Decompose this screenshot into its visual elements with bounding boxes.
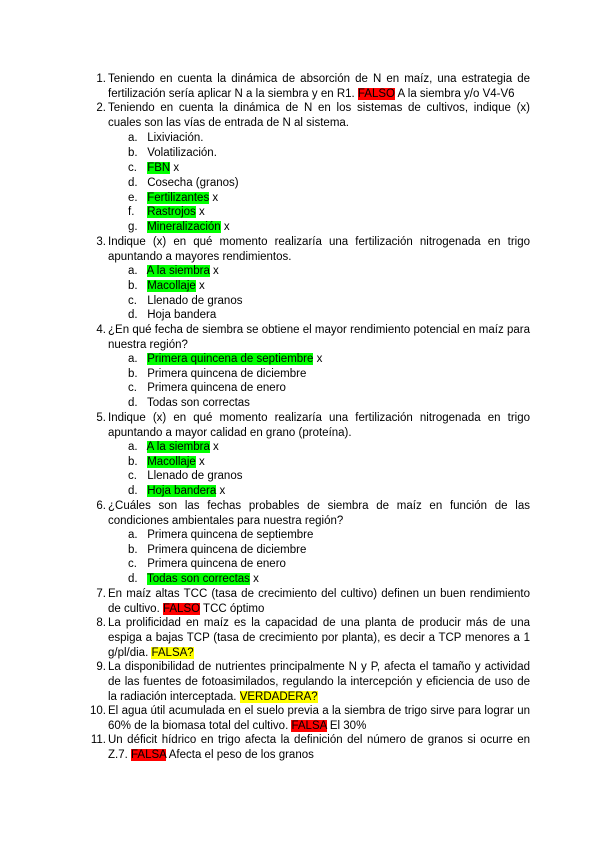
option-item [128,543,306,558]
question-text: Indique (x) en qué momento realizaría una fertilización nitrogenada en trigo apuntando a mayor calidad en grano (proteína). [108,412,530,439]
question-text: ¿Cuáles son las fechas probables de siembra de maíz en función de las condiciones ambientales para nuestra región? [108,500,530,527]
option-text: Lixiviación. [147,132,204,144]
question-text [108,72,530,102]
option-item [128,484,225,499]
option-text: Hoja bandera [147,485,217,497]
question-number: 4. [96,324,106,336]
option-item [128,557,286,572]
question-number: 8. [96,617,106,629]
option-mark: x [209,192,219,204]
option-text: Macollaje [147,280,196,292]
answer-highlight: FALSA? [151,647,194,659]
option-text: Primera quincena de septiembre [147,353,314,365]
answer-highlight: FALSO [357,88,395,100]
option-item [128,176,239,191]
question-number: 5. [96,412,106,424]
answer-note: Afecta el peso de los granos [166,749,314,761]
question-number: 6. [96,500,106,512]
option-mark: x [249,573,259,585]
question-text [108,733,530,763]
option-item [128,367,306,382]
option-item [128,294,242,309]
option-letter: c. [128,382,137,394]
option-item [128,146,217,161]
question-body: Un déficit hídrico en trigo afecta la definición del número de granos si ocurre en Z.7. [108,734,530,761]
question-text: Teniendo en cuenta la dinámica de N en los sistemas de cultivos, indique (x) cuales son las vías de entrada de N al sistema. [108,102,530,129]
option-text: Primera quincena de enero [147,382,286,394]
option-letter: a. [128,441,138,453]
option-text: Todas son correctas [147,573,250,585]
question-1 [90,72,530,102]
option-text: Todas son correctas [147,397,250,409]
question-body: La disponibilidad de nutrientes principalmente N y P, afecta el tamaño y actividad de las fuentes de fotoasimilados, regulando la intercepción y eficiencia de uso de la radiación interceptada. [108,661,530,703]
option-item [128,396,250,411]
option-letter: c. [128,558,137,570]
answer-note: TCC óptimo [200,603,265,615]
question-number: 9. [96,661,106,673]
option-letter: a. [128,132,138,144]
option-mark: x [216,485,226,497]
question-text: ¿En qué fecha de siembra se obtiene el mayor rendimiento potencial en maíz para nuestra región? [108,324,530,351]
question-number: 2. [96,102,106,114]
question-number: 10. [90,705,106,717]
option-text: Primera quincena de diciembre [147,544,307,556]
question-9 [90,660,530,705]
option-text: A la siembra [146,265,210,277]
question-body: Teniendo en cuenta la dinámica de absorción de N en maíz, una estrategia de fertilización sería aplicar N a la siembra y en R1. [108,73,530,100]
option-letter: d. [128,485,138,497]
option-letter: g. [128,221,138,233]
option-mark: x [220,221,230,233]
option-letter: b. [128,368,138,380]
option-mark: x [209,441,219,453]
option-letter: d. [128,177,138,189]
option-item [128,455,205,470]
question-body: La prolificidad en maíz es la capacidad de una planta de producir más de una espiga a bajas TCP (tasa de crecimiento por planta), es decir a TCP menores a 1 g/pl/dia. [108,617,530,659]
option-mark: x [313,353,323,365]
option-item [128,528,313,543]
option-letter: b. [128,456,138,468]
option-item [128,131,203,146]
answer-highlight: VERDADERA? [239,691,318,703]
option-text: Fertilizantes [147,192,210,204]
question-body: El agua útil acumulada en el suelo previa a la siembra de trigo sirve para lograr un 60% de la biomasa total del cultivo. [108,705,530,732]
option-text: FBN [147,162,171,174]
question-text [108,660,530,705]
option-item [128,440,219,455]
option-text: Primera quincena de diciembre [147,368,307,380]
option-item [128,381,286,396]
option-mark: x [195,280,205,292]
question-10 [90,704,530,734]
option-mark: x [209,265,219,277]
option-letter: b. [128,544,138,556]
option-item [128,572,259,587]
option-mark: x [195,456,205,468]
answer-note: A la siembra y/o V4-V6 [395,88,515,100]
question-5 [90,411,530,441]
option-text: Macollaje [147,456,196,468]
question-body: En maíz altas TCC (tasa de crecimiento del cultivo) definen un buen rendimiento de cultivo. [108,588,530,615]
question-4 [90,323,530,353]
option-item [128,264,219,279]
option-text: Volatilización. [147,147,217,159]
question-7 [90,587,530,617]
option-letter: b. [128,147,138,159]
option-item [128,308,216,323]
option-letter: d. [128,397,138,409]
option-text: Llenado de granos [147,295,243,307]
option-item [128,469,242,484]
question-3 [90,235,530,265]
question-text [108,587,530,617]
option-letter: d. [128,573,138,585]
option-item [128,279,205,294]
option-text: A la siembra [146,441,210,453]
question-text [108,616,530,661]
option-mark: x [170,162,180,174]
option-letter: d. [128,309,138,321]
question-number: 3. [96,236,106,248]
answer-highlight: FALSA [131,749,167,761]
answer-highlight: FALSA [291,720,327,732]
option-text: Mineralización [147,221,221,233]
question-number: 7. [96,588,106,600]
question-text: Indique (x) en qué momento realizaría una fertilización nitrogenada en trigo apuntando a mayores rendimientos. [108,236,530,263]
option-letter: f. [128,206,135,218]
question-8 [90,616,530,661]
option-letter: b. [128,280,138,292]
option-item [128,191,218,206]
answer-note: El 30% [326,720,367,732]
option-letter: e. [128,192,138,204]
option-letter: a. [128,353,138,365]
option-mark: x [195,206,205,218]
option-letter: c. [128,470,137,482]
option-letter: c. [128,162,137,174]
question-11 [90,733,530,763]
question-6 [90,499,530,529]
question-number: 11. [90,734,106,746]
question-2 [90,101,530,131]
option-item [128,220,230,235]
option-item [128,352,322,367]
option-text: Cosecha (granos) [147,177,239,189]
option-letter: c. [128,295,137,307]
answer-highlight: FALSO [162,603,201,615]
option-text: Primera quincena de enero [147,558,286,570]
option-text: Llenado de granos [147,470,243,482]
option-text: Hoja bandera [147,309,217,321]
question-number: 1. [96,73,106,85]
option-letter: a. [128,529,138,541]
option-text: Rastrojos [147,206,196,218]
option-letter: a. [128,265,138,277]
option-item [128,205,205,220]
option-item [128,161,179,176]
question-text [108,704,530,734]
option-text: Primera quincena de septiembre [147,529,314,541]
